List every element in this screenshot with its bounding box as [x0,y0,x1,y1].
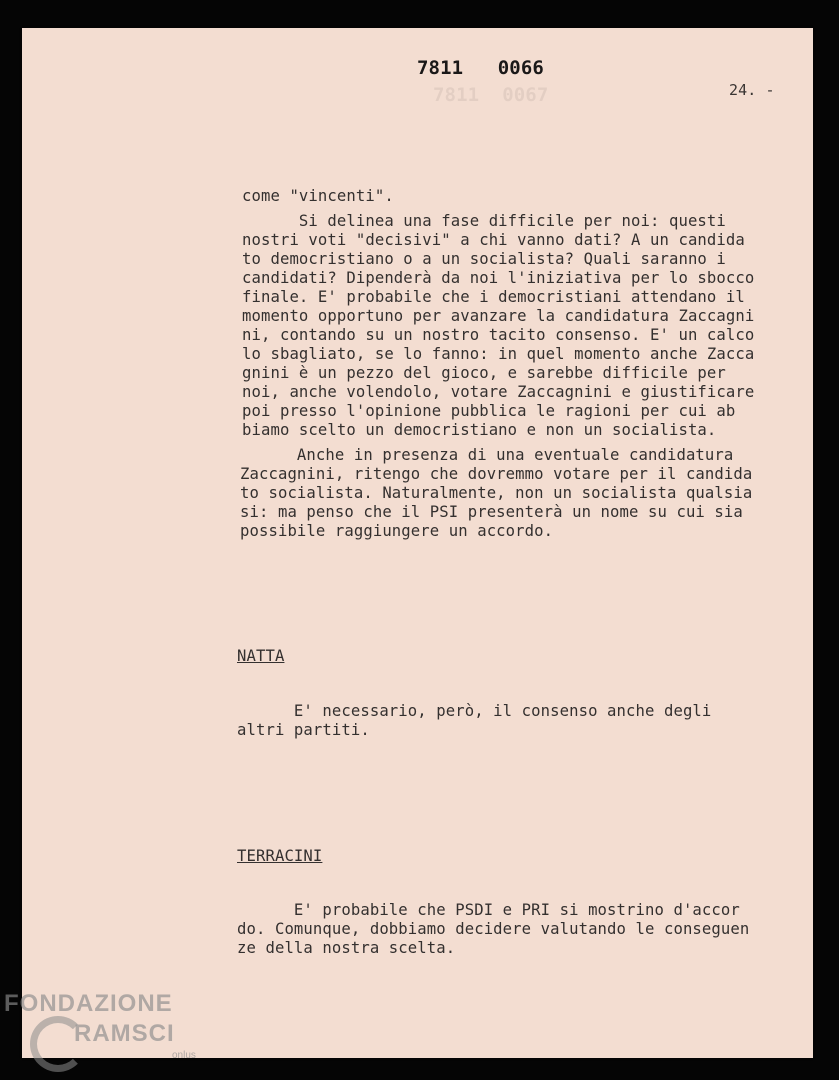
speaker-heading-natta: NATTA [237,647,285,665]
text-line: finale. E' probabile che i democristiani attendano il [242,288,745,306]
text-line: si: ma penso che il PSI presenterà un nome su cui sia [240,503,743,521]
page-number: 24. - [729,81,775,99]
watermark-line3: onlus [172,1050,196,1061]
text-line: noi, anche volendolo, votare Zaccagnini e giustificare [242,383,755,401]
text-line: ze della nostra scelta. [237,939,456,957]
text-line: to democristiano o a un socialista? Quali saranno i [242,250,726,268]
text-line: nostri voti "decisivi" a chi vanno dati? A un candida [242,231,745,249]
speaker-heading-terracini: TERRACINI [237,847,323,865]
text-line: altri partiti. [237,721,370,739]
text-line: lo sbagliato, se lo fanno: in quel momento anche Zacca [242,345,755,363]
text-line: ni, contando su un nostro tacito consenso. E' un calco [242,326,755,344]
text-line: do. Comunque, dobbiamo decidere valutando le conseguen [237,920,750,938]
bleed-through-number: 7811 0067 [433,84,549,106]
text-line: biamo scelto un democristiano e non un socialista. [242,421,717,439]
text-line: Zaccagnini, ritengo che dovremmo votare per il candida [240,465,753,483]
text-line: momento opportuno per avanzare la candidatura Zaccagni [242,307,755,325]
text-line: Anche in presenza di una eventuale candidatura [240,446,734,464]
text-line: E' necessario, però, il consenso anche degli [237,702,712,720]
text-line: candidati? Dipenderà da noi l'iniziativa per lo sbocco [242,269,755,287]
text-line: E' probabile che PSDI e PRI si mostrino d'accor [237,901,740,919]
text-line: Si delinea una fase difficile per noi: questi [242,212,726,230]
text-line: possibile raggiungere un accordo. [240,522,554,540]
text-line: to socialista. Naturalmente, non un socialista qualsia [240,484,753,502]
document-number: 7811 0066 [417,57,544,79]
text-line: come "vincenti". [242,187,394,205]
watermark-line2: RAMSCI [74,1020,175,1047]
watermark-line1: FONDAZIONE [4,990,173,1017]
text-line: poi presso l'opinione pubblica le ragioni per cui ab [242,402,736,420]
text-line: gnini è un pezzo del gioco, e sarebbe difficile per [242,364,726,382]
